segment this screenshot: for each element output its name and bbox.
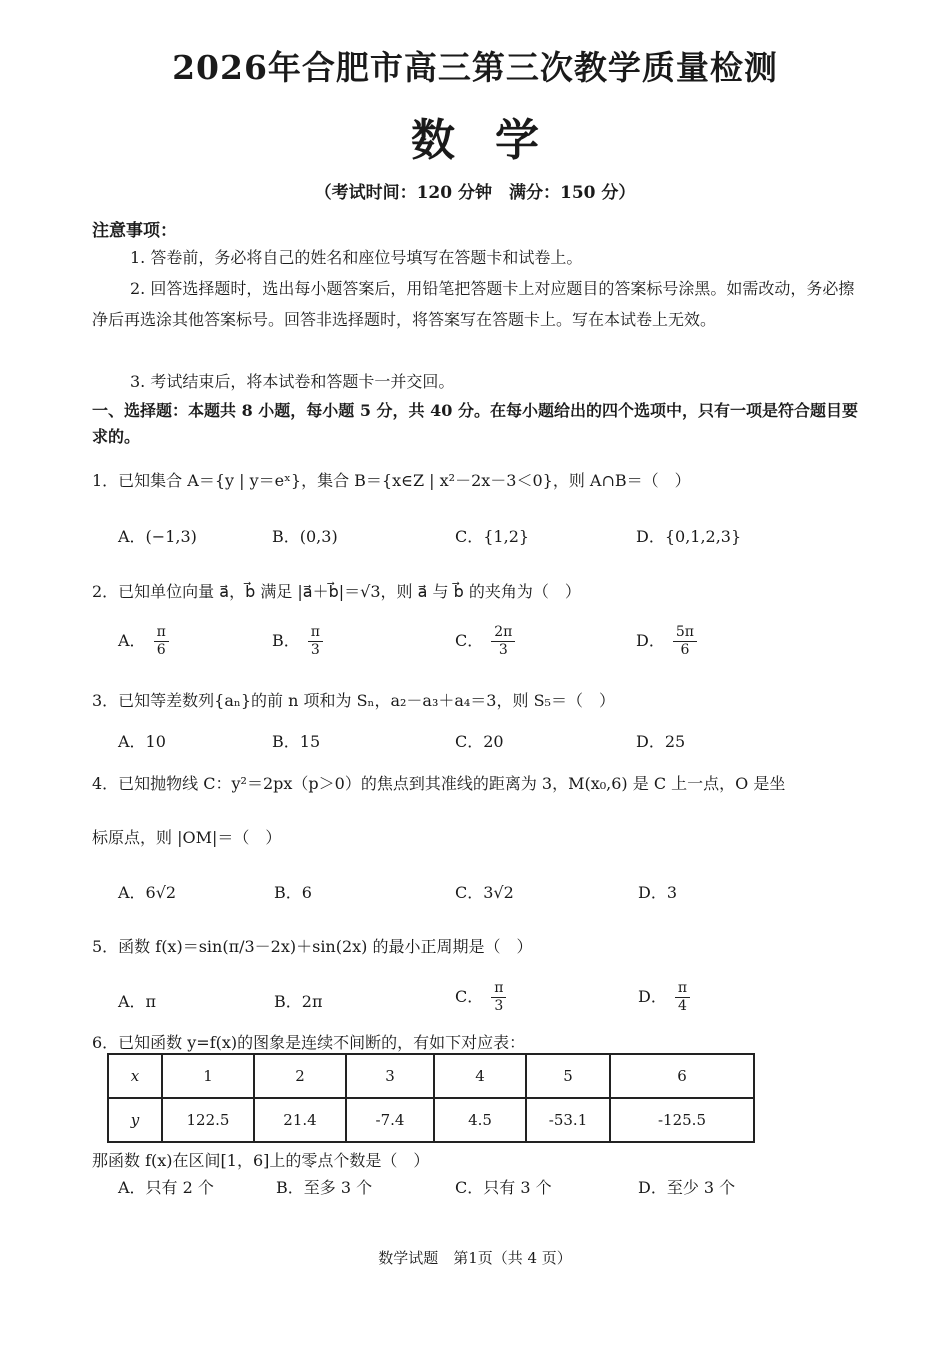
q4-option-a: A．6√2 [118,883,177,902]
notice-item-2: 2. 回答选择题时，选出每小题答案后，用铅笔把答题卡上对应题目的答案标号涂黑。如需改动，务必擦净后再选涂其他答案标号。回答非选择题时，将答案写在答题卡上。写在本试卷上无效。 [92,279,855,329]
q5-option-c [455,980,506,1015]
q6-option-a: A．只有 2 个 [118,1178,214,1197]
table-cell: -7.4 [346,1098,434,1142]
q2-option-b [272,624,323,659]
q2-option-c-label: C． [455,631,484,650]
q2-option-a-label: A． [118,631,146,650]
table-cell: -53.1 [526,1098,610,1142]
q6-value-table [107,1053,755,1143]
fraction-numerator: 5π [673,624,697,642]
q4-option-c: C．3√2 [455,883,514,902]
table-cell: 4.5 [434,1098,526,1142]
page-footer: 数学试题 第1页（共 4 页） [378,1249,572,1267]
fraction-denominator: 3 [498,642,508,658]
q5-option-d-label: D． [638,987,667,1006]
fraction-numerator: π [491,980,506,998]
q2-option-d [636,624,697,659]
q1-option-b: B．(0,3) [272,527,338,546]
table-row-y [108,1098,754,1142]
fraction-denominator: 4 [677,998,687,1014]
q4-option-b: B．6 [274,883,312,902]
q2-option-c [455,624,515,659]
q3-option-a: A．10 [118,732,166,751]
q6-option-d: D．至少 3 个 [638,1178,736,1197]
q2-option-a-fraction [154,624,169,659]
subject-title: 数学 [411,115,579,166]
notice-item-1: 1. 答卷前，务必将自己的姓名和座位号填写在答题卡和试卷上。 [130,248,583,267]
q5-option-b: B．2π [274,992,323,1011]
q2-option-d-fraction [673,624,697,659]
q3-option-d: D．25 [636,732,686,751]
question-6-followup: 那函数 f(x)在区间[1，6]上的零点个数是（ ） [92,1151,430,1170]
q2-option-a [118,624,169,659]
table-cell: -125.5 [610,1098,754,1142]
question-3-stem: 3．已知等差数列{aₙ}的前 n 项和为 Sₙ，a₂－a₃＋a₄＝3，则 S₅＝（ ） [92,691,615,710]
table-cell: 2 [254,1054,346,1098]
question-5-stem: 5．函数 f(x)＝sin(π/3－2x)＋sin(2x) 的最小正周期是（ ） [92,937,533,956]
q2-option-b-label: B． [272,631,300,650]
q2-option-b-fraction [308,624,323,659]
table-cell: 21.4 [254,1098,346,1142]
notice-item-3: 3. 考试结束后，将本试卷和答题卡一并交回。 [130,372,455,391]
fraction-denominator: 6 [680,642,690,658]
exam-title: 2026年合肥市高三第三次教学质量检测 [172,48,778,87]
fraction-numerator: π [308,624,323,642]
table-cell: 1 [162,1054,254,1098]
question-2-stem: 2．已知单位向量 a⃗，b⃗ 满足 |a⃗＋b⃗|＝√3，则 a⃗ 与 b⃗ 的夹角为（ ） [92,582,581,601]
table-cell: 3 [346,1054,434,1098]
q1-option-c: C．{1,2} [455,527,530,546]
table-cell: 4 [434,1054,526,1098]
fraction-numerator: π [675,980,690,998]
q2-option-c-fraction [491,624,515,659]
q5-option-d [638,980,690,1015]
q1-option-a: A．(−1,3) [118,527,197,546]
q2-option-d-label: D． [636,631,665,650]
q6-option-b: B．至多 3 个 [276,1178,373,1197]
fraction-numerator: π [154,624,169,642]
q3-option-b: B．15 [272,732,321,751]
q5-option-c-label: C． [455,987,484,1006]
question-4-stem-line-1: 4．已知抛物线 C：y²＝2px（p＞0）的焦点到其准线的距离为 3，M(x₀,6) 是 C 上一点，O 是坐 [92,774,786,793]
q4-option-d: D．3 [638,883,678,902]
question-1-stem: 1．已知集合 A＝{y | y＝eˣ}，集合 B＝{x∈Z | x²－2x－3＜0}，则 A∩B＝（ ） [92,471,691,490]
fraction-denominator: 6 [156,642,166,658]
table-row-x [108,1054,754,1098]
fraction-denominator: 3 [310,642,320,658]
table-header-x: x [108,1054,162,1098]
table-cell: 6 [610,1054,754,1098]
table-cell: 5 [526,1054,610,1098]
table-header-y: y [108,1098,162,1142]
table-cell: 122.5 [162,1098,254,1142]
q5-option-c-fraction [491,980,506,1015]
q1-option-d: D．{0,1,2,3} [636,527,742,546]
exam-info: （考试时间：120 分钟 满分：150 分） [314,183,636,203]
notice-heading: 注意事项： [92,221,177,241]
question-4-stem-line-2: 标原点，则 |OM|＝（ ） [92,828,282,847]
fraction-denominator: 3 [494,998,504,1014]
section-1-heading: 一、选择题：本题共 8 小题，每小题 5 分，共 40 分。在每小题给出的四个选项中，只有一项是符合题目要求的。 [92,401,858,446]
q6-option-c: C．只有 3 个 [455,1178,552,1197]
q3-option-c: C．20 [455,732,504,751]
q5-option-a: A．π [118,992,157,1011]
fraction-numerator: 2π [491,624,515,642]
q5-option-d-fraction [675,980,690,1015]
question-6-stem: 6．已知函数 y=f(x)的图象是连续不间断的，有如下对应表： [92,1033,526,1052]
